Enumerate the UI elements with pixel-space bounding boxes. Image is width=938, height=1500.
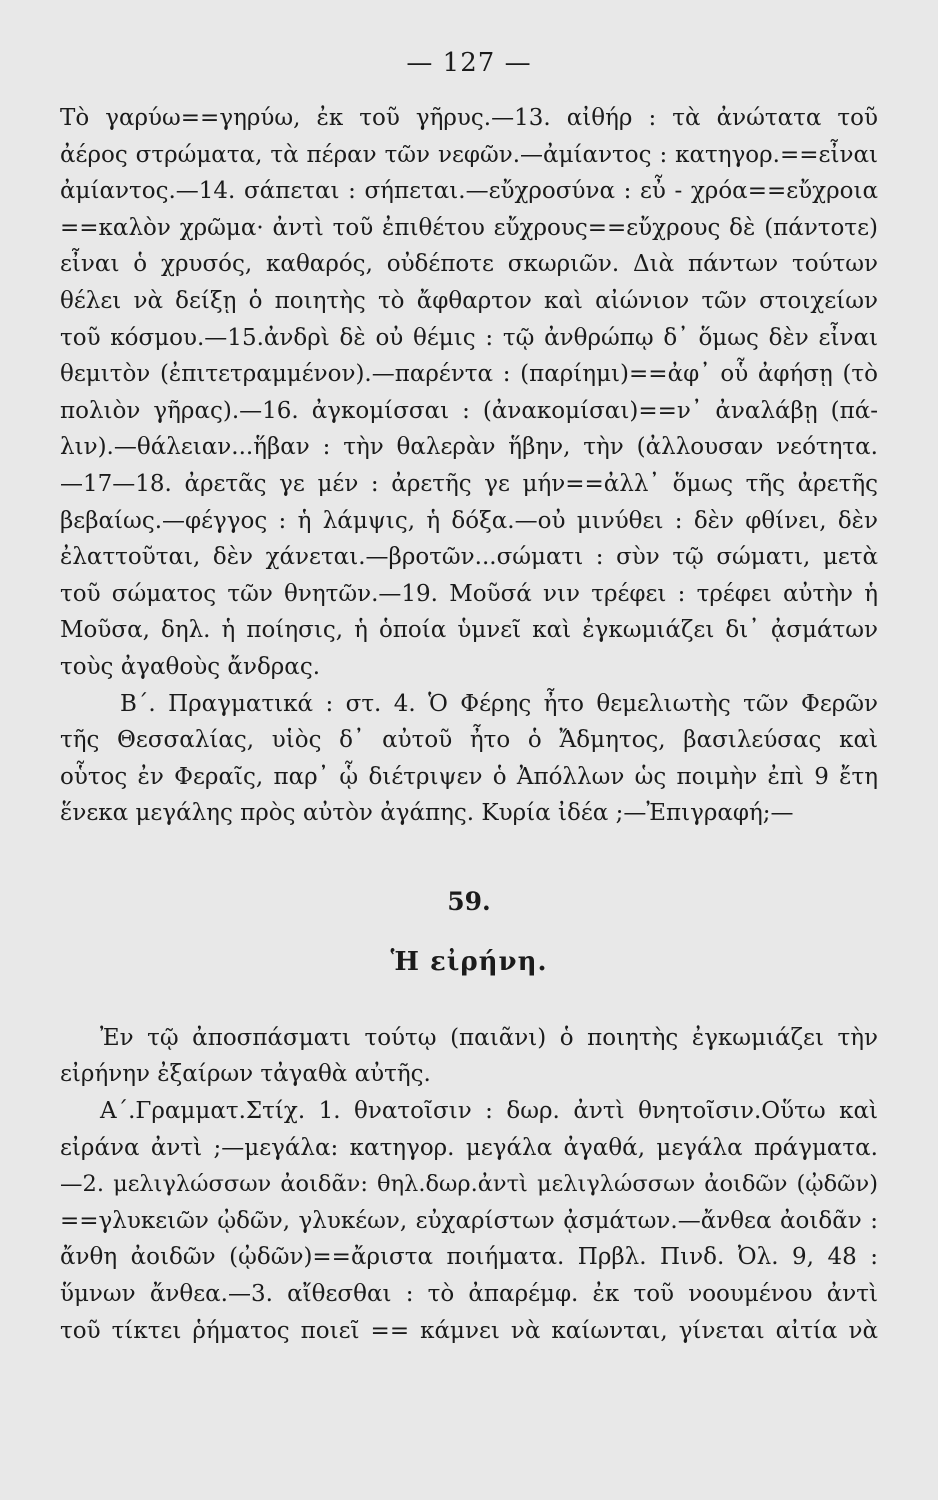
text-line: τῆς Θεσσαλίας, υἱὸς δ᾽ αὐτοῦ ἦτο ὁ Ἄδμητος, βασιλεύσας καὶ bbox=[60, 727, 878, 754]
commentary-factual-block bbox=[60, 686, 878, 832]
text-line: θεμιτὸν (ἐπιτετραμμένον).—παρέντα : (παρίημι)==ἀφ᾽ οὗ ἀφήσῃ (τὸ bbox=[60, 361, 878, 388]
text-line: Ἐν τῷ ἀποσπάσματι τούτῳ (παιᾶνι) ὁ ποιητὴς ἐγκωμιάζει τὴν bbox=[100, 1024, 878, 1051]
text-line: εἰράνα ἀντὶ ;—μεγάλα: κατηγορ. μεγάλα ἀγαθά, μεγάλα πράγματα. bbox=[60, 1134, 878, 1161]
text-line: ἀμίαντος.—14. σάπεται : σήπεται.—εὔχροσύνα : εὖ - χρόα==εὔχροια bbox=[60, 178, 878, 205]
text-line: Μοῦσα, δηλ. ἡ ποίησις, ἡ ὁποία ὑμνεῖ καὶ ἐγκωμιάζει δι᾽ ᾀσμάτων bbox=[60, 617, 878, 644]
text-line: θέλει νὰ δείξῃ ὁ ποιητὴς τὸ ἄφθαρτον καὶ αἰώνιον τῶν στοιχείων bbox=[60, 287, 878, 314]
text-line: τοῦ τίκτει ῥήματος ποιεῖ == κάμνει νὰ καίωνται, γίνεται αἰτία νὰ bbox=[60, 1317, 878, 1344]
text-line: τοῦ κόσμου.—15.ἀνδρὶ δὲ οὐ θέμις : τῷ ἀνθρώπῳ δ᾽ ὅμως δὲν εἶναι bbox=[60, 324, 878, 351]
text-line: ἕνεκα μεγάλης πρὸς αὐτὸν ἀγάπης. Κυρία ἰδέα ;—Ἐπιγραφή;— bbox=[60, 800, 794, 827]
text-line: ἀέρος στρώματα, τὰ πέραν τῶν νεφῶν.—ἀμίαντος : κατηγορ.==εἶναι bbox=[60, 141, 878, 168]
text-line: ἄνθη ἀοιδῶν (ᾠδῶν)==ἄριστα ποιήματα. Πρβλ. Πινδ. Ὀλ. 9, 48 : bbox=[60, 1244, 878, 1271]
text-line: εἰρήνην ἐξαίρων τἀγαθὰ αὐτῆς. bbox=[60, 1061, 431, 1088]
text-line: —2. μελιγλώσσων ἀοιδᾶν: θηλ.δωρ.ἀντὶ μελιγλώσσων ἀοιδῶν (ᾠδῶν) bbox=[60, 1171, 878, 1198]
section-title: Ἡ εἰρήνη. bbox=[390, 946, 548, 977]
text-line: εἶναι ὁ χρυσός, καθαρός, οὐδέποτε σκωριῶν. Διὰ πάντων τούτων bbox=[60, 251, 878, 278]
section-number: 59. bbox=[447, 886, 491, 916]
text-line: πολιὸν γῆρας).—16. ἀγκομίσσαι : (ἀνακομίσαι)==ν᾽ ἀναλάβῃ (πά- bbox=[60, 397, 878, 424]
intro-paragraph bbox=[60, 1020, 878, 1093]
text-line: οὗτος ἐν Φεραῖς, παρ᾽ ᾧ διέτριψεν ὁ Ἀπόλλων ὡς ποιμὴν ἐπὶ 9 ἔτη bbox=[60, 763, 878, 790]
text-line: ὕμνων ἄνθεα.—3. αἴθεσθαι : τὸ ἀπαρέμφ. ἐκ τοῦ νοουμένου ἀντὶ bbox=[60, 1281, 878, 1308]
text-line: τοὺς ἀγαθοὺς ἄνδρας. bbox=[60, 653, 321, 680]
commentary-grammatical-block-2 bbox=[60, 1093, 878, 1349]
page-body bbox=[60, 100, 878, 1349]
text-line: ἐλαττοῦται, δὲν χάνεται.—βροτῶν...σώματι : σὺν τῷ σώματι, μετὰ bbox=[60, 544, 878, 571]
text-line: —17—18. ἀρετᾶς γε μέν : ἀρετῆς γε μήν==ἀλλ᾽ ὅμως τῆς ἀρετῆς bbox=[60, 470, 878, 497]
page-number: — 127 — bbox=[406, 48, 532, 78]
text-line: Β΄. Πραγματικά : στ. 4. Ὁ Φέρης ἦτο θεμελιωτὴς τῶν Φερῶν bbox=[120, 690, 878, 717]
text-line: βεβαίως.—φέγγος : ἡ λάμψις, ἡ δόξα.—οὐ μινύθει : δὲν φθίνει, δὲν bbox=[60, 507, 878, 534]
text-line: ==γλυκειῶν ᾠδῶν, γλυκέων, εὐχαρίστων ᾀσμάτων.—ἄνθεα ἀοιδᾶν : bbox=[60, 1207, 878, 1234]
text-line: τοῦ σώματος τῶν θνητῶν.—19. Μοῦσά νιν τρέφει : τρέφει αὐτὴν ἡ bbox=[60, 580, 878, 607]
text-line: λιν).—θάλειαν...ἥβαν : τὴν θαλερὰν ἥβην, τὴν (ἀλλουσαν νεότητα. bbox=[60, 434, 878, 461]
text-line: ==καλὸν χρῶμα· ἀντὶ τοῦ ἐπιθέτου εὔχρους==εὔχρους δὲ (πάντοτε) bbox=[60, 214, 878, 241]
text-line: Α΄.Γραμματ.Στίχ. 1. θνατοῖσιν : δωρ. ἀντὶ θνητοῖσιν.Οὕτω καὶ bbox=[100, 1098, 878, 1125]
text-line: Τὸ γαρύω==γηρύω, ἐκ τοῦ γῆρυς.—13. αἰθήρ : τὰ ἀνώτατα τοῦ bbox=[60, 105, 878, 131]
commentary-grammatical-block bbox=[60, 100, 878, 686]
